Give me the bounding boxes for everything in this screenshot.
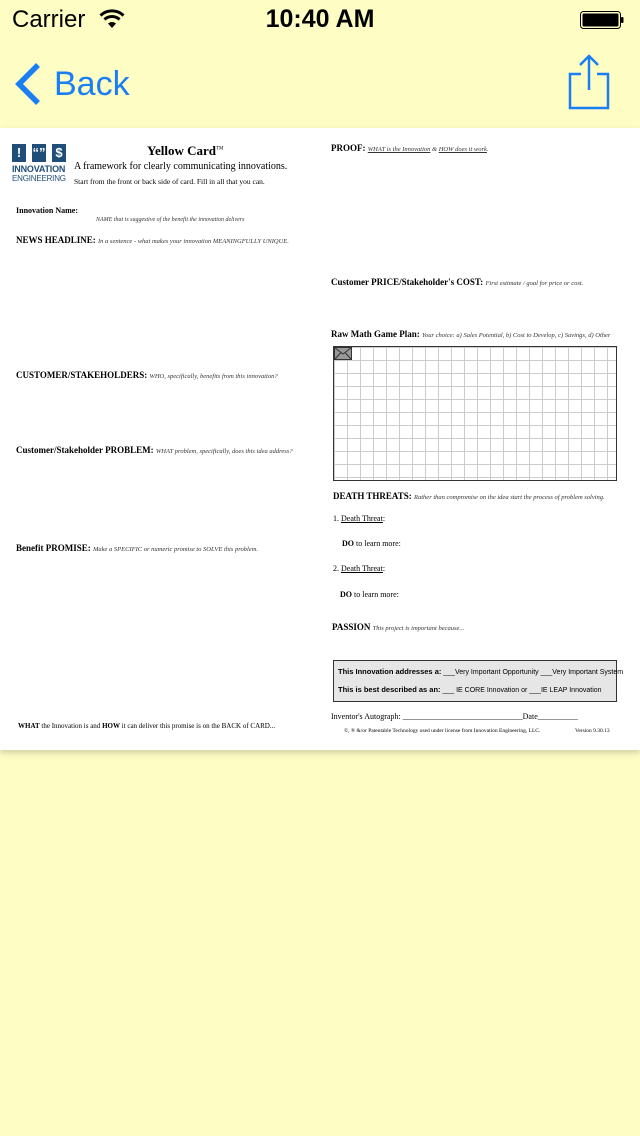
chevron-left-icon xyxy=(14,62,42,106)
innovation-type-box xyxy=(333,660,624,702)
carrier-label: Carrier xyxy=(12,6,86,33)
back-of-card-note: WHAT the Innovation is and HOW it can deliver this promise is on the BACK of CARD... xyxy=(18,722,276,730)
passion-field: PASSION This project is important because... xyxy=(332,622,465,632)
logo-symbol: ! xyxy=(12,144,26,162)
innovation-name-label: Innovation Name: xyxy=(16,206,79,215)
death-threat-2: 2. Death Threat: xyxy=(333,564,386,573)
innovation-engineering-logo xyxy=(12,144,68,183)
price-field: Customer PRICE/Stakeholder's COST: First estimate / goal for price or cost. xyxy=(331,277,584,287)
logo-text: INNOVATION xyxy=(12,164,66,174)
logo-text: ENGINEERING xyxy=(12,174,66,183)
raw-math-field: Raw Math Game Plan: Your choice: a) Sales Potential, b) Cost to Develop, c) Savings, d) Other xyxy=(331,329,611,339)
innovation-name-hint: NAME that is suggestive of the benefit the innovation delivers xyxy=(96,217,245,223)
do-learn-more-2: DO to learn more: xyxy=(340,590,399,599)
status-bar xyxy=(0,0,640,40)
copyright-notice: ©, ® &/or Patentable Technology used under license from Innovation Engineering, LLC. xyxy=(344,728,541,734)
problem-field: Customer/Stakeholder PROBLEM: WHAT problem, specifically, does this idea address? xyxy=(16,445,293,455)
navigation-bar xyxy=(0,40,640,128)
envelope-icon xyxy=(334,347,352,360)
back-button[interactable] xyxy=(14,60,130,108)
share-icon[interactable] xyxy=(566,54,612,110)
card-subtitle: A framework for clearly communicating innovations. xyxy=(74,161,288,172)
back-label: Back xyxy=(54,64,130,103)
inventor-autograph-line: Inventor's Autograph: ______________________________Date__________ xyxy=(331,712,578,721)
clock: 10:40 AM xyxy=(265,5,375,33)
card-instruction: Start from the front or back side of card. Fill in all that you can. xyxy=(74,177,265,186)
promise-field: Benefit PROMISE: Make a SPECIFIC or numeric promise to SOLVE this problem. xyxy=(16,543,259,553)
battery-icon xyxy=(580,11,624,29)
death-threats-field: DEATH THREATS: Rather than compromise on the idea start the process of problem solving. xyxy=(333,491,605,501)
yellow-card-document xyxy=(0,128,640,750)
news-headline-field: NEWS HEADLINE: In a sentence - what makes your innovation MEANINGFULLY UNIQUE. xyxy=(16,235,289,245)
logo-symbol: $ xyxy=(52,144,66,162)
ie-box-line-1: This Innovation addresses a: ___Very Important Opportunity ___Very Important System xyxy=(338,667,624,676)
proof-field: PROOF: WHAT is the Innovation & HOW does it work. xyxy=(331,143,489,153)
ie-box-line-2: This is best described as an: ___ IE CORE Innovation or ___IE LEAP Innovation xyxy=(338,685,602,694)
customer-field: CUSTOMER/STAKEHOLDERS: WHO, specifically, benefits from this innovation? xyxy=(16,370,278,380)
version-label: Version 9.30.13 xyxy=(575,728,610,734)
card-title: Yellow Card™ xyxy=(147,143,224,158)
do-learn-more-1: DO to learn more: xyxy=(342,539,401,548)
logo-symbol: “” xyxy=(32,145,46,160)
raw-math-grid xyxy=(333,346,617,481)
death-threat-1: 1. Death Threat: xyxy=(333,514,386,523)
